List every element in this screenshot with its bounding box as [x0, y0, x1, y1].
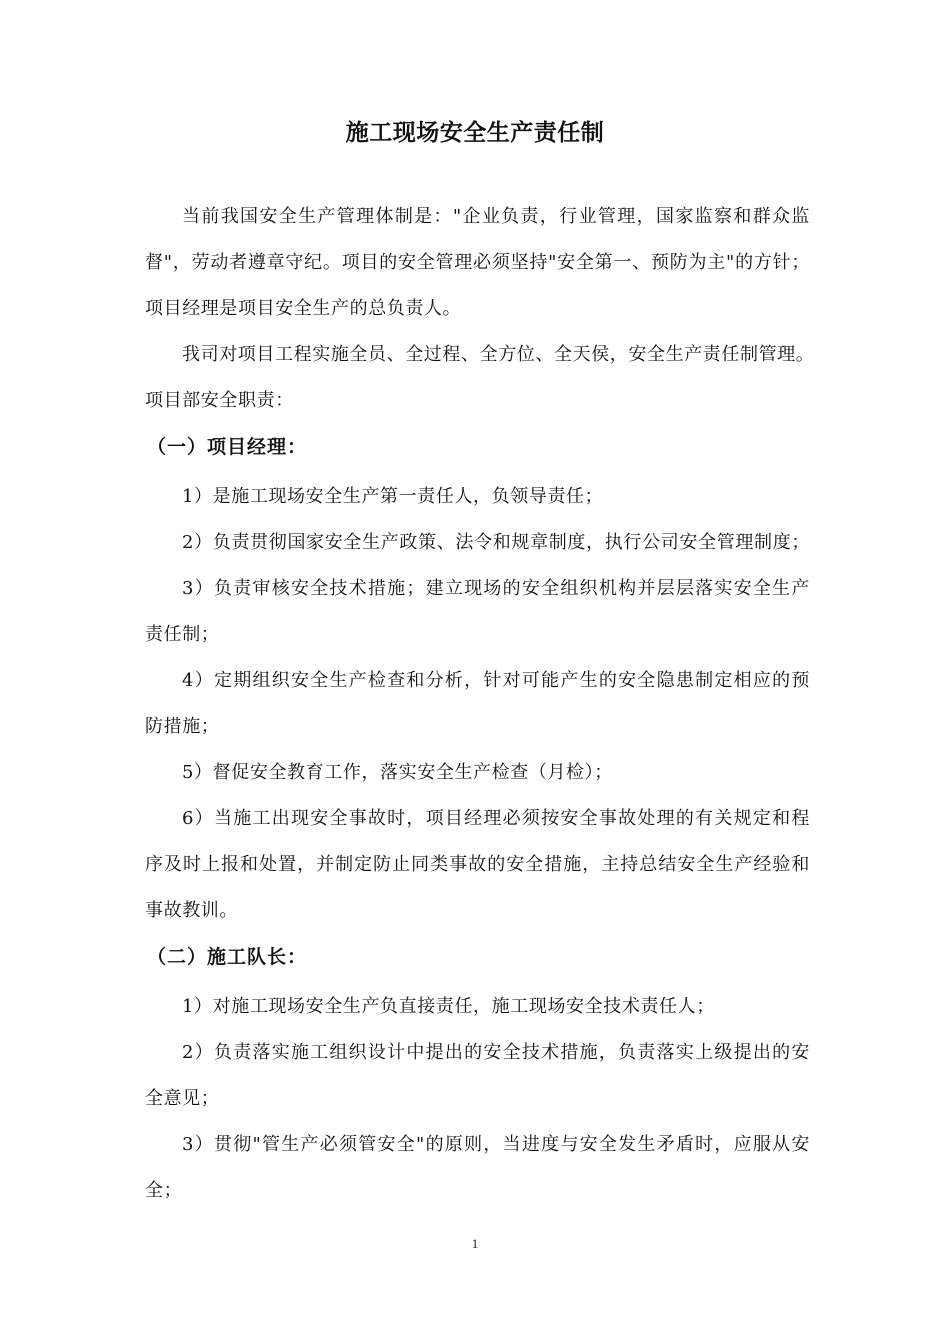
list-item: 3）贯彻"管生产必须管安全"的原则，当进度与安全发生矛盾时，应服从安 — [182, 1134, 810, 1155]
list-item: 2）负责落实施工组织设计中提出的安全技术措施，负责落实上级提出的安 — [182, 1042, 810, 1063]
list-item: 6）当施工出现安全事故时，项目经理必须按安全事故处理的有关规定和程 — [182, 808, 810, 829]
paragraph-line: 项目经理是项目安全生产的总负责人。 — [145, 298, 462, 319]
list-item-continuation: 全； — [145, 1180, 183, 1201]
document-body — [145, 198, 815, 1218]
list-item: 3）负责审核安全技术措施；建立现场的安全组织机构并层层落实安全生产 — [182, 578, 810, 599]
paragraph-line: 项目部安全职责： — [145, 390, 294, 411]
section-heading-project-manager: （一）项目经理： — [147, 436, 308, 458]
list-item: 4）定期组织安全生产检查和分析，针对可能产生的安全隐患制定相应的预 — [182, 670, 810, 691]
list-item: 5）督促安全教育工作，落实安全生产检查（月检）； — [182, 762, 613, 783]
document-title: 施工现场安全生产责任制 — [345, 120, 605, 146]
list-item-continuation: 序及时上报和处置，并制定防止同类事故的安全措施，主持总结安全生产经验和 — [145, 854, 810, 875]
list-item: 1）对施工现场安全生产负直接责任，施工现场安全技术责任人； — [182, 996, 715, 1017]
page-number: 1 — [471, 1236, 479, 1251]
list-item: 2）负责贯彻国家安全生产政策、法令和规章制度，执行公司安全管理制度； — [182, 532, 810, 553]
list-item: 1）是施工现场安全生产第一责任人，负领导责任； — [182, 486, 604, 507]
paragraph-line: 我司对项目工程实施全员、全过程、全方位、全天侯，安全生产责任制管理。 — [182, 344, 815, 365]
paragraph-line: 当前我国安全生产管理体制是："企业负责，行业管理，国家监察和群众监 — [182, 206, 810, 227]
list-item-continuation: 防措施； — [145, 716, 220, 737]
paragraph-line: 督"，劳动者遵章守纪。项目的安全管理必须坚持"安全第一、预防为主"的方针； — [145, 252, 810, 273]
list-item-continuation: 事故教训。 — [145, 900, 238, 921]
list-item-continuation: 责任制； — [145, 624, 220, 645]
section-heading-construction-captain: （二）施工队长： — [147, 946, 308, 968]
list-item-continuation: 全意见； — [145, 1088, 220, 1109]
